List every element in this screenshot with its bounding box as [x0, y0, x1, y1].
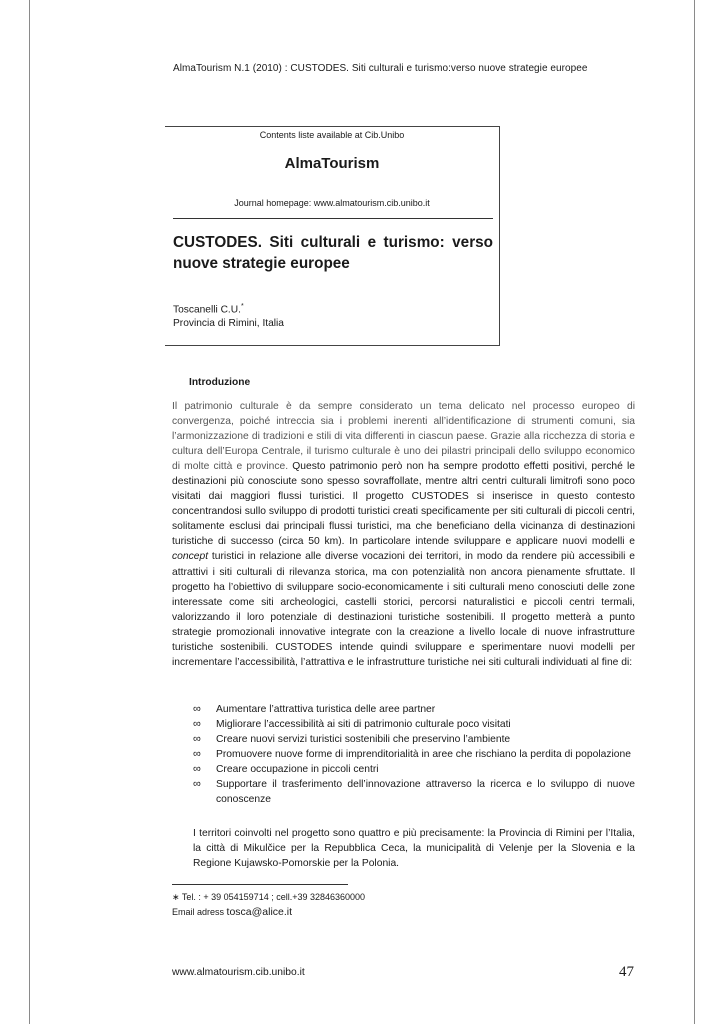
footnote-email-line [172, 906, 292, 918]
list-item [193, 702, 635, 717]
territories-paragraph: I territori coinvolti nel progetto sono quattro e più precisamente: la Provincia di Rimini per l’Italia, la città di Mikulčice per la Repubblica Ceca, la municipalità di Velenje per la Slovenia e la Regione Kujawsko-Pomorskie per la Polonia. [193, 828, 635, 870]
email-label: Email adress [172, 907, 227, 917]
email-address[interactable]: tosca@alice.it [226, 906, 293, 918]
infinity-bullet-icon: ∞ [193, 748, 201, 761]
list-item [193, 747, 635, 762]
footer-site-link[interactable]: www.almatourism.cib.unibo.it [172, 967, 305, 978]
journal-name: AlmaTourism [284, 155, 380, 172]
running-header: AlmaTourism N.1 (2010) : CUSTODES. Siti culturali e turismo:verso nuove strategie europee [173, 63, 588, 74]
infinity-bullet-icon: ∞ [193, 733, 201, 746]
article-masthead-box [165, 126, 500, 346]
infinity-bullet-icon: ∞ [193, 763, 201, 776]
section-heading: Introduzione [189, 377, 251, 388]
page-number: 47 [619, 964, 634, 980]
list-item-text: Creare occupazione in piccoli centri [216, 764, 379, 776]
footnote-phone: ∗ Tel. : + 39 054159714 ; cell.+39 32846360000 [172, 892, 366, 902]
author-line [173, 303, 244, 315]
intro-text-italic: concept [172, 551, 209, 563]
intro-paragraph [172, 399, 635, 670]
list-item-text: Creare nuovi servizi turistici sostenibili che preservino l’ambiente [216, 734, 511, 746]
left-margin-rule [29, 0, 30, 1024]
article-title: CUSTODES. Siti culturali e turismo: verso nuove strategie europee [173, 234, 493, 272]
list-item-text: Supportare il trasferimento dell’innovazione attraverso la ricerca e lo sviluppo di nuove conoscenze [216, 779, 635, 806]
list-item [193, 717, 635, 732]
masthead-divider [173, 218, 493, 219]
list-item-text: Migliorare l’accessibilità ai siti di patrimonio culturale poco visitati [216, 719, 511, 731]
author-name: Toscanelli C.U. [173, 304, 241, 316]
list-item [193, 762, 635, 777]
author-affiliation: Provincia di Rimini, Italia [173, 318, 284, 329]
right-margin-rule [694, 0, 695, 1024]
infinity-bullet-icon: ∞ [193, 718, 201, 731]
list-item [193, 732, 635, 747]
list-item [193, 777, 635, 807]
infinity-bullet-icon: ∞ [193, 703, 201, 715]
intro-text-part-1: Il patrimonio culturale è da sempre considerato un tema delicato nel processo europeo di convergenza, poiché intreccia sia i problemi inerenti all’identificazione di strumenti comuni, sia l’armonizzazione di tradizioni e stili di vita differenti in ciascun paese. Grazie alla ricchezza di storia e cultura dell’Europa Centrale, il turismo culturale è uno dei pilastri principali dello sviluppo economico di molte città e province. [172, 401, 635, 473]
infinity-bullet-icon: ∞ [193, 778, 201, 791]
footnote-divider [172, 884, 348, 885]
list-item-text: Promuovere nuove forme di imprenditorialità in aree che rischiano la perdita di popolazione [216, 749, 631, 761]
author-footnote-mark: * [240, 303, 244, 310]
availability-note: Contents liste available at Cib.Unibo [259, 130, 405, 140]
objectives-list [193, 702, 635, 807]
intro-text-part-3: turistici in relazione alle diverse vocazioni dei territori, in modo da rendere più accessibili e attrattivi i siti culturali di rilevanza storica, ma con potenzialità non ancora pienamente sfruttate. Il progetto ha l’obiettivo di sviluppare socio-economicamente i siti culturali meno conosciuti delle zone interessate come siti archeologici, castelli storici, percorsi naturalistici e piccoli centri termali, valorizzando il loro potenziale di destinazioni turistiche sostenibili. Il progetto metterà a punto strategie promozionali innovative integrate con la creazione a livello locale di nuove infrastrutture turistiche sostenibili. CUSTODES intende quindi sviluppare e sperimentare nuovi modelli per incrementare l’accessibilità, l’attrattiva e le infrastrutture turistiche nei siti culturali individuati al fine di: [172, 551, 635, 668]
intro-text-part-2: Questo patrimonio però non ha sempre prodotto effetti positivi, perché le destinazioni più conosciute sono spesso sovraffollate, mentre altri centri culturali limitrofi sono poco visitati dai maggiori flussi turistici. Il progetto CUSTODES si inserisce in questo contesto concentrandosi sullo sviluppo di prodotti turistici creati specificamente per siti culturali di piccoli centri, solitamente esclusi dai principali flussi turistici, ma che beneficiano della vicinanza di destinazioni turistiche di successo (circa 50 km). In particolare intende sviluppare e applicare nuovi modelli e [172, 461, 636, 548]
journal-homepage: Journal homepage: www.almatourism.cib.unibo.it [234, 198, 430, 208]
list-item-text: Aumentare l’attrattiva turistica delle aree partner [216, 704, 436, 715]
